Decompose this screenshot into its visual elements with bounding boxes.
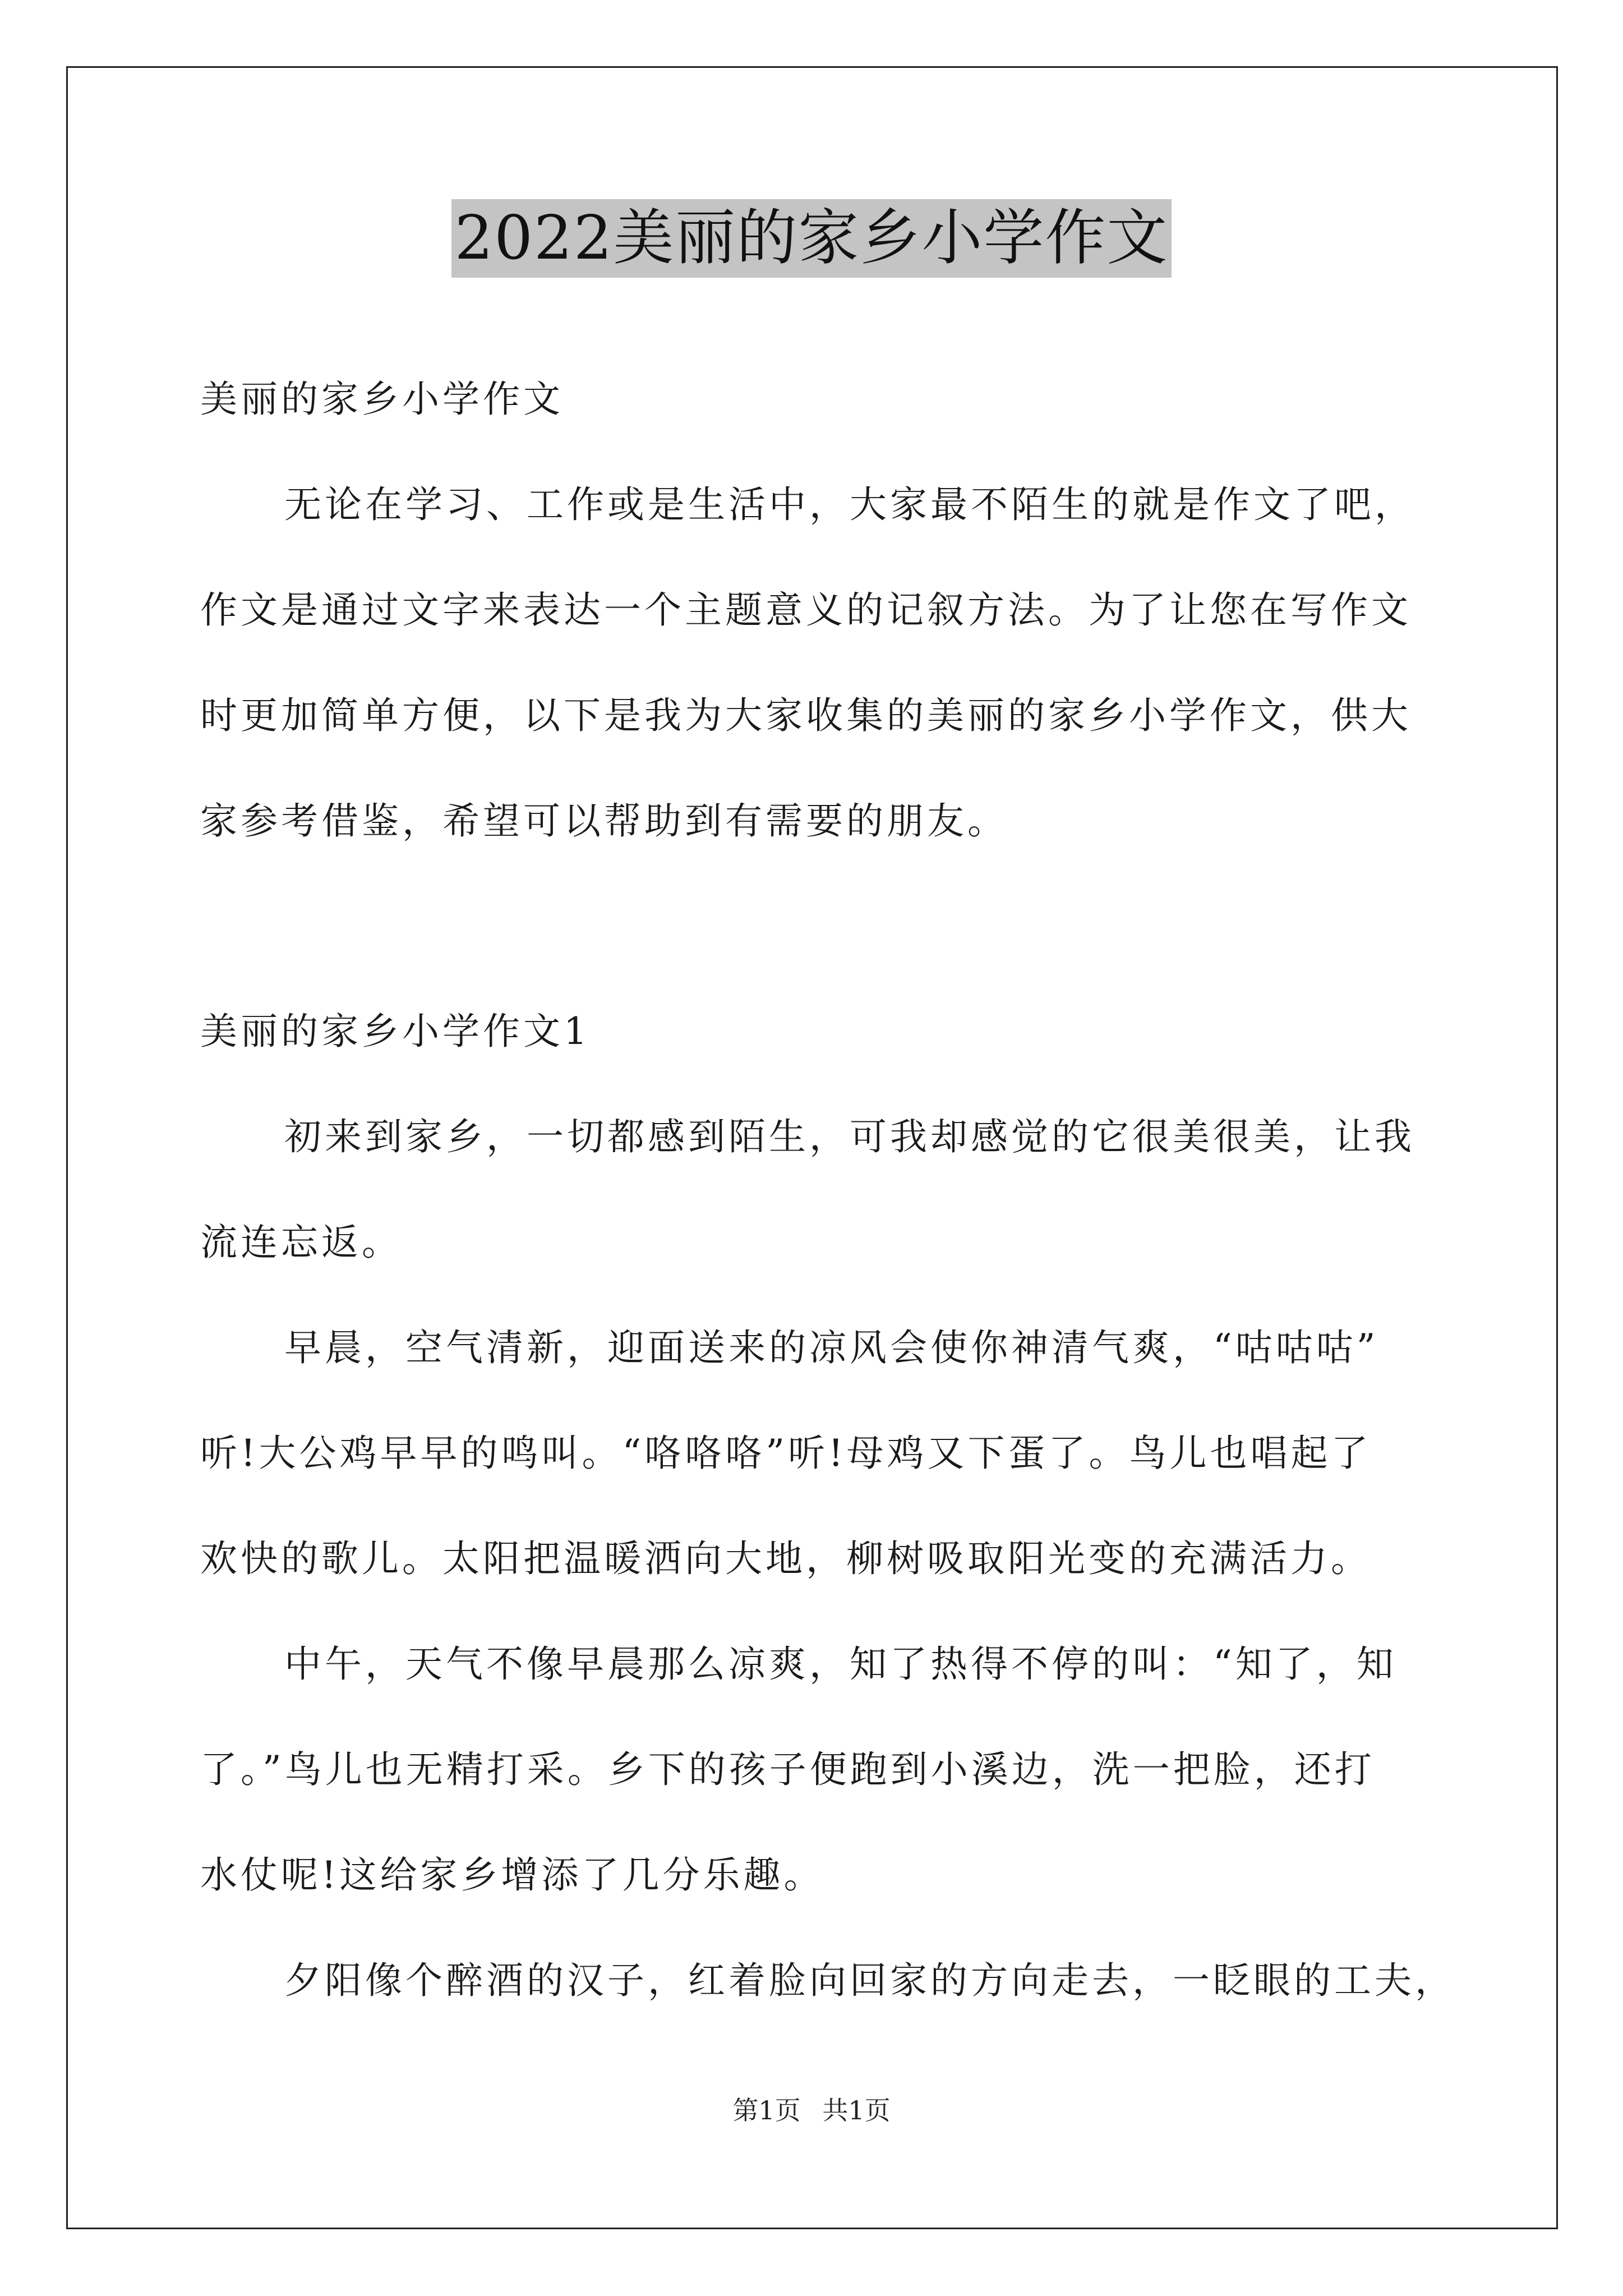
text-line: 作文是通过文字来表达一个主题意义的记叙方法。为了让您在写作文 [200,588,1412,632]
paragraph-gap [200,874,1434,979]
text-line: 流连忘返。 [200,1221,402,1264]
document-body [200,347,1455,2033]
text-line: 水仗呢!这给家乡增添了几分乐趣。 [200,1853,824,1897]
text-line: 美丽的家乡小学作文 [200,378,564,421]
text-line: 家参考借鉴，希望可以帮助到有需要的朋友。 [200,799,1008,843]
page-number-total: 共1页 [822,2095,891,2125]
text-line: 听!大公鸡早早的鸣叫。“咯咯咯”听!母鸡又下蛋了。鸟儿也唱起了 [200,1432,1372,1475]
text-line: 无论在学习、工作或是生活中，大家最不陌生的就是作文了吧， [284,483,1415,526]
text-line: 初来到家乡，一切都感到陌生，可我却感觉的它很美很美，让我 [284,1115,1415,1158]
document-title: 2022美丽的家乡小学作文 [451,199,1172,278]
text-line: 早晨，空气清新，迎面送来的凉风会使你神清气爽，“咕咕咕” [284,1326,1379,1369]
text-line: 时更加简单方便，以下是我为大家收集的美丽的家乡小学作文，供大 [200,694,1412,737]
page-footer [0,2093,1623,2127]
title-container [0,199,1623,278]
text-line: 美丽的家乡小学作文1 [200,1010,591,1053]
text-line: 夕阳像个醉酒的汉子，红着脸向回家的方向走去，一眨眼的工夫， [284,1959,1455,2002]
page-number-current: 第1页 [732,2095,801,2125]
text-line: 欢快的歌儿。太阳把温暖洒向大地，柳树吸取阳光变的充满活力。 [200,1537,1371,1580]
text-line: 了。”鸟儿也无精打采。乡下的孩子便跑到小溪边，洗一把脸，还打 [200,1748,1375,1791]
text-line: 中午，天气不像早晨那么凉爽，知了热得不停的叫：“知了，知 [284,1642,1397,1686]
